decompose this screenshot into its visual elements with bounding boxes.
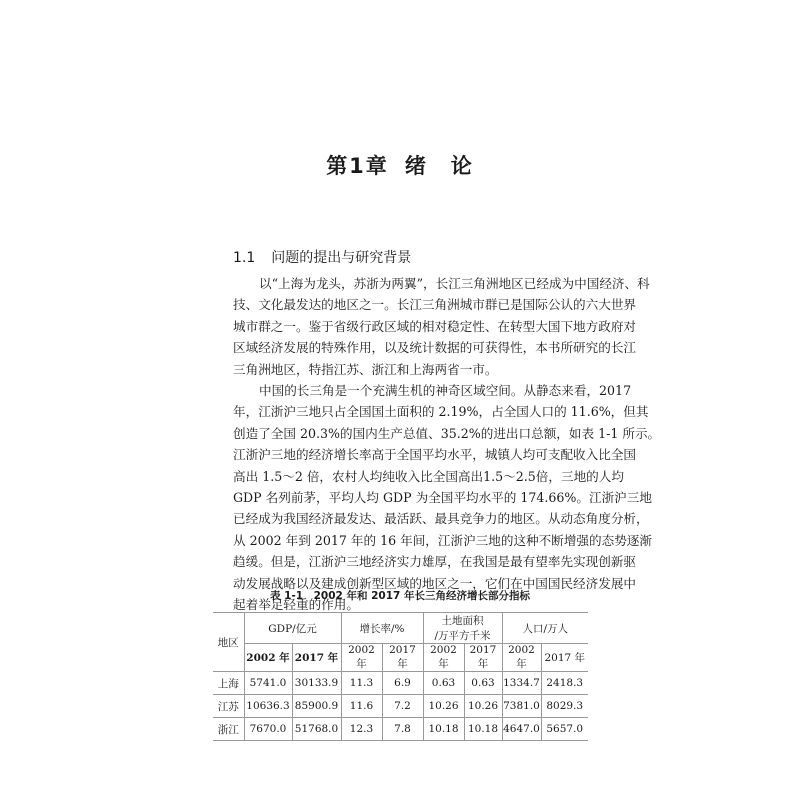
text-line: 从 2002 年到 2017 年的 16 年间，江浙沪三地的这种不断增强的态势逐渐 xyxy=(233,532,652,548)
header-land-line2: /万平方千米 xyxy=(434,630,491,642)
section-heading xyxy=(233,247,411,267)
text-line: 三角洲地区，特指江苏、浙江和上海两省一市。 xyxy=(233,361,498,377)
value-cell: 10.18 xyxy=(423,718,464,741)
text-line: 技、文化最发达的地区之一。长江三角洲城市群已是国际公认的六大世界 xyxy=(233,297,636,313)
region-cell: 浙江 xyxy=(213,718,244,741)
table-row xyxy=(213,695,588,718)
year-header: 2017 年 xyxy=(464,644,502,672)
value-cell: 11.6 xyxy=(341,695,382,718)
value-cell: 10.18 xyxy=(464,718,502,741)
value-cell: 8029.3 xyxy=(541,695,588,718)
header-population: 人口/万人 xyxy=(502,613,588,644)
chapter-name: 绪 论 xyxy=(404,154,474,178)
value-cell: 7381.0 xyxy=(502,695,541,718)
table-caption: 表 1-1 2002 年和 2017 年长三角经济增长部分指标 xyxy=(269,590,531,602)
year-header: 2002 年 xyxy=(502,644,541,672)
header-land xyxy=(423,613,502,644)
paragraph-1 xyxy=(233,273,650,380)
year-header: 2017 年 xyxy=(382,644,423,672)
value-cell: 10636.3 xyxy=(244,695,292,718)
year-header: 2002 年 xyxy=(341,644,382,672)
value-cell: 10.26 xyxy=(423,695,464,718)
value-cell: 7.2 xyxy=(382,695,423,718)
value-cell: 5741.0 xyxy=(244,672,292,695)
text-line: 城市群之一。鉴于省级行政区域的相对稳定性、在转型大国下地方政府对 xyxy=(233,318,636,334)
chapter-title xyxy=(0,150,800,180)
region-cell: 上海 xyxy=(213,672,244,695)
value-cell: 11.3 xyxy=(341,672,382,695)
text-line: 以“上海为龙头，苏浙为两翼”，长江三角洲地区已经成为中国经济、科 xyxy=(259,276,650,291)
value-cell: 85900.9 xyxy=(292,695,341,718)
value-cell: 4647.0 xyxy=(502,718,541,741)
year-header: 2017 年 xyxy=(292,644,341,672)
text-line: 动发展战略以及建成创新型区域的地区之一，它们在中国国民经济发展中 xyxy=(233,575,636,591)
year-header: 2017 年 xyxy=(541,644,588,672)
year-header: 2002 年 xyxy=(244,644,292,672)
text-line: GDP 名列前茅，平均人均 GDP 为全国平均水平的 174.66%。江浙沪三地 xyxy=(233,489,652,505)
text-line: 起着举足轻重的作用。 xyxy=(233,596,359,612)
text-line: 高出 1.5～2 倍，农村人均纯收入比全国高出1.5～2.5倍，三地的人均 xyxy=(233,468,624,484)
value-cell: 5657.0 xyxy=(541,718,588,741)
data-table xyxy=(213,612,588,741)
value-cell: 6.9 xyxy=(382,672,423,695)
section-number: 1.1 xyxy=(233,250,256,266)
value-cell: 30133.9 xyxy=(292,672,341,695)
table-row xyxy=(213,718,588,741)
value-cell: 2418.3 xyxy=(541,672,588,695)
text-line: 中国的长三角是一个充满生机的神奇区域空间。从静态来看，2017 xyxy=(259,383,632,398)
value-cell: 1334.7 xyxy=(502,672,541,695)
region-cell: 江苏 xyxy=(213,695,244,718)
text-line: 已经成为我国经济最发达、最活跃、最具竞争力的地区。从动态角度分析， xyxy=(233,511,649,527)
chapter-number: 第1章 xyxy=(326,154,389,178)
paragraph-2 xyxy=(233,380,661,615)
text-line: 创造了全国 20.3%的国内生产总值、35.2%的进出口总额，如表 1-1 所示。 xyxy=(233,425,661,441)
text-line: 年，江浙沪三地只占全国国土面积的 2.19%，占全国人口的 11.6%，但其 xyxy=(233,404,649,420)
text-line: 区域经济发展的特殊作用，以及统计数据的可获得性，本书所研究的长江 xyxy=(233,340,636,356)
table-row xyxy=(213,672,588,695)
value-cell: 51768.0 xyxy=(292,718,341,741)
header-land-line1: 土地面积 xyxy=(441,615,484,627)
header-growth: 增长率/% xyxy=(341,613,423,644)
section-title: 问题的提出与研究背景 xyxy=(271,250,412,266)
header-gdp: GDP/亿元 xyxy=(244,613,341,644)
value-cell: 7670.0 xyxy=(244,718,292,741)
text-line: 江浙沪三地的经济增长率高于全国平均水平，城镇人均可支配收入比全国 xyxy=(233,447,636,463)
value-cell: 0.63 xyxy=(464,672,502,695)
year-header: 2002 年 xyxy=(423,644,464,672)
text-line: 趋缓。但是，江浙沪三地经济实力雄厚，在我国是最有望率先实现创新驱 xyxy=(233,554,636,570)
value-cell: 7.8 xyxy=(382,718,423,741)
value-cell: 0.63 xyxy=(423,672,464,695)
value-cell: 10.26 xyxy=(464,695,502,718)
header-region: 地区 xyxy=(213,613,244,672)
value-cell: 12.3 xyxy=(341,718,382,741)
